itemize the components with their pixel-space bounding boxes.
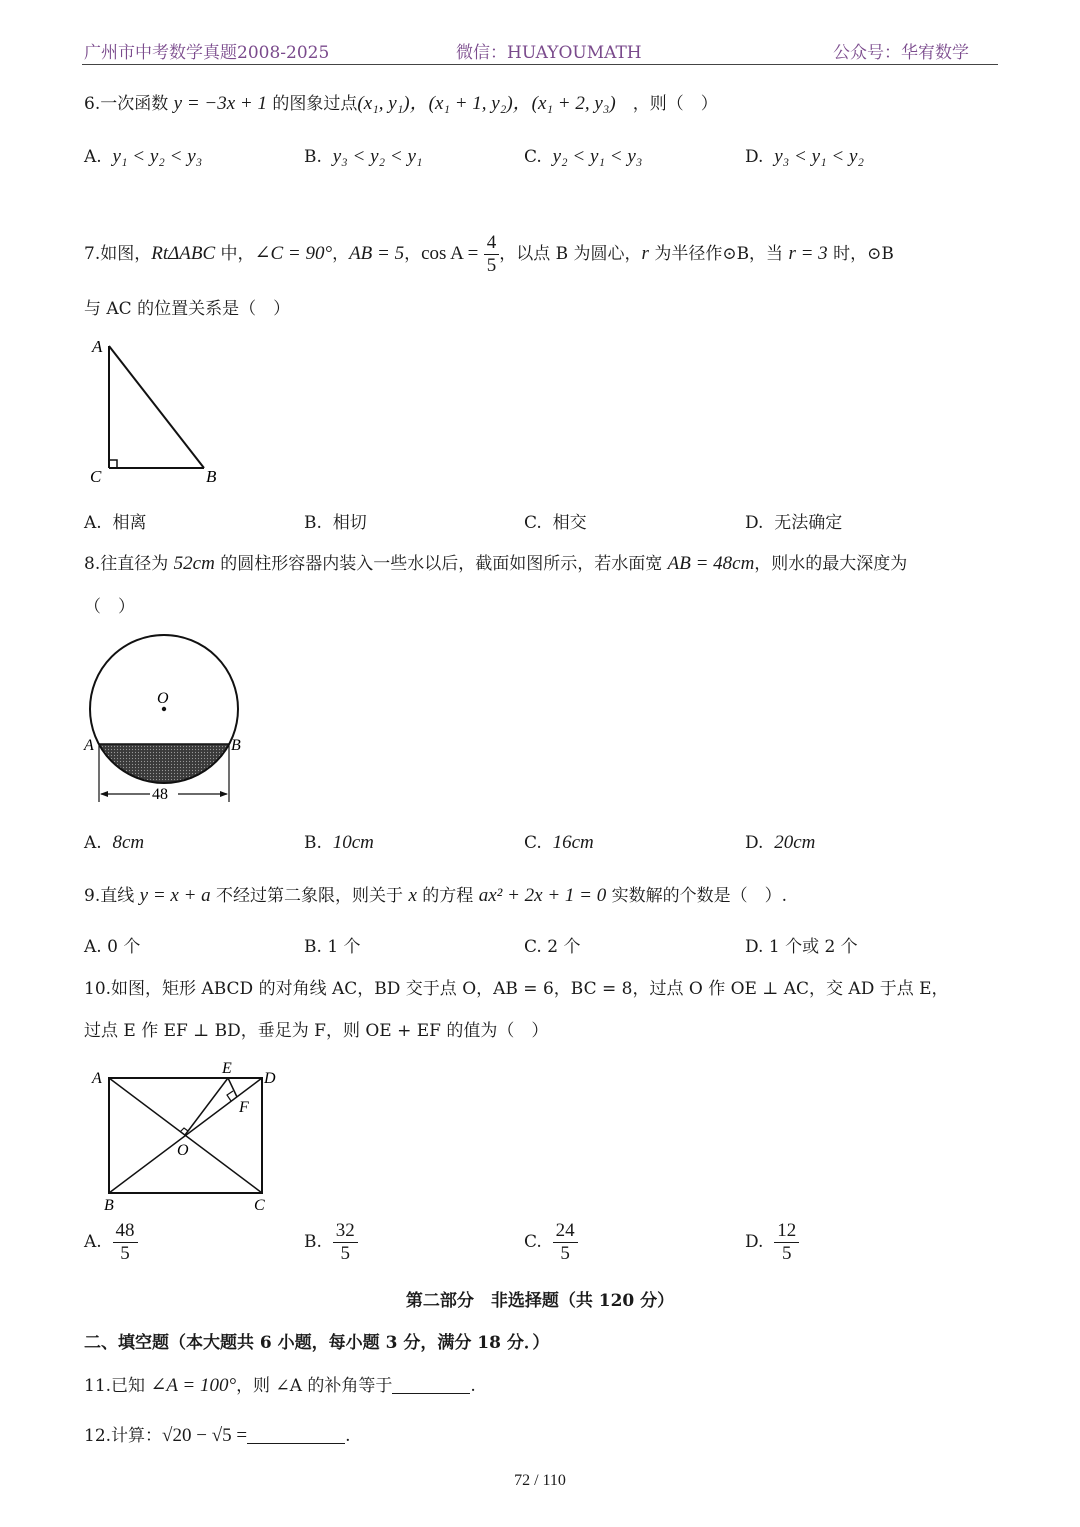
segment-oe [185,1078,228,1135]
q7-option-a: A. 相离 [84,513,147,533]
label-b: B [206,467,217,486]
q6-option-c: C. y₂ < y₁ < y₃ [524,146,643,167]
q10-option-d: D. $\frac{12}{5}$ [745,1220,799,1265]
page-number: 72 / 110 [514,1472,566,1489]
question-10: 10.如图，矩形 ABCD 的对角线 AC，BD 交于点 O，AB = 6，BC = 8，过点 O 作 OE ⊥ AC，交 AD 于点 E， [84,979,949,999]
label-d: D [264,1070,276,1087]
question-12: 12.计算：√20 − √5 = . [84,1425,351,1446]
label-b: B [231,737,241,754]
q6-option-d: D. y₃ < y₁ < y₂ [745,146,865,167]
q7-option-d: D. 无法确定 [745,513,843,533]
q6-option-b: B. y₃ < y₂ < y₁ [304,146,423,167]
q9-option-c: C. 2 个 [524,937,581,957]
question-6: 6.一次函数 y = −3x + 1 的图象过点(x₁, y₁)，(x₁ + 1, y₂)，(x₁ + 2, y₃) ，则（ ） [84,93,718,114]
label-a: A [92,337,103,356]
q8-option-a: A. 8cm [84,832,145,853]
right-angle-mark [109,460,117,468]
question-7: 7.如图，RtΔABC 中，∠C = 90°，AB = 5，cos A = $\frac{4}{5}$ ，以点 B 为圆心，r 为半径作⊙B，当 r = 3 时，⊙B [84,232,894,276]
q8-option-c: C. 16cm [524,832,594,853]
label-b: B [104,1197,114,1214]
q7-triangle-figure [84,336,234,488]
label-e: E [222,1060,232,1077]
dimension-label: 48 [152,786,168,803]
side-ab [109,346,204,468]
center-point [162,707,166,711]
label-f: F [239,1099,249,1116]
question-8: 8.往直径为 52cm 的圆柱形容器内装入一些水以后，截面如图所示，若水面宽 AB = 48cm，则水的最大深度为 [84,553,908,574]
question-7-line2: 与 AC 的位置关系是（ ） [84,299,291,319]
q7-option-b: B. 相切 [304,513,367,533]
fill-in-section-heading: 二、填空题（本大题共 6 小题，每小题 3 分，满分 18 分．） [84,1333,550,1353]
q8-circle-figure [80,634,255,809]
header-right: 公众号：华宥数学 [833,43,969,63]
question-10-line2: 过点 E 作 EF ⊥ BD，垂足为 F，则 OE + EF 的值为（ ） [84,1021,549,1041]
q11-answer-blank[interactable] [392,1375,470,1394]
label-a: A [84,737,94,754]
q10-option-a: A. $\frac{48}{5}$ [84,1220,138,1265]
q6-option-a: A. y₁ < y₂ < y₃ [84,146,203,167]
right-angle-f [227,1091,233,1101]
question-8-line2: （ ） [84,597,135,617]
q7-option-c: C. 相交 [524,513,587,533]
question-9: 9.直线 y = x + a 不经过第二象限，则关于 x 的方程 ax² + 2x + 1 = 0 实数解的个数是（ ）. [84,885,788,906]
q9-option-a: A. 0 个 [84,937,141,957]
q9-option-d: D. 1 个或 2 个 [745,937,858,957]
q10-rectangle-figure [84,1058,284,1216]
q8-option-d: D. 20cm [745,832,816,853]
q10-option-b: B. $\frac{32}{5}$ [304,1220,358,1265]
header-divider [82,64,998,65]
label-c: C [90,467,102,486]
label-o: O [177,1142,189,1159]
question-11: 11.已知 ∠A = 100°，则 ∠A 的补角等于 . [84,1375,476,1396]
q8-option-b: B. 10cm [304,832,374,853]
label-o: O [157,690,169,707]
header-left: 广州市中考数学真题2008-2025 [84,43,330,63]
header-center: 微信：HUAYOUMATH [456,43,642,63]
q10-option-c: C. $\frac{24}{5}$ [524,1220,578,1265]
part-two-heading: 第二部分 非选择题（共 120 分） [405,1291,675,1311]
q7-fraction: $\frac{4}{5}$ [484,232,500,277]
label-a: A [92,1070,102,1087]
q9-option-b: B. 1 个 [304,937,361,957]
water-segment [99,744,229,783]
label-c: C [254,1197,265,1214]
q12-answer-blank[interactable] [247,1425,345,1444]
